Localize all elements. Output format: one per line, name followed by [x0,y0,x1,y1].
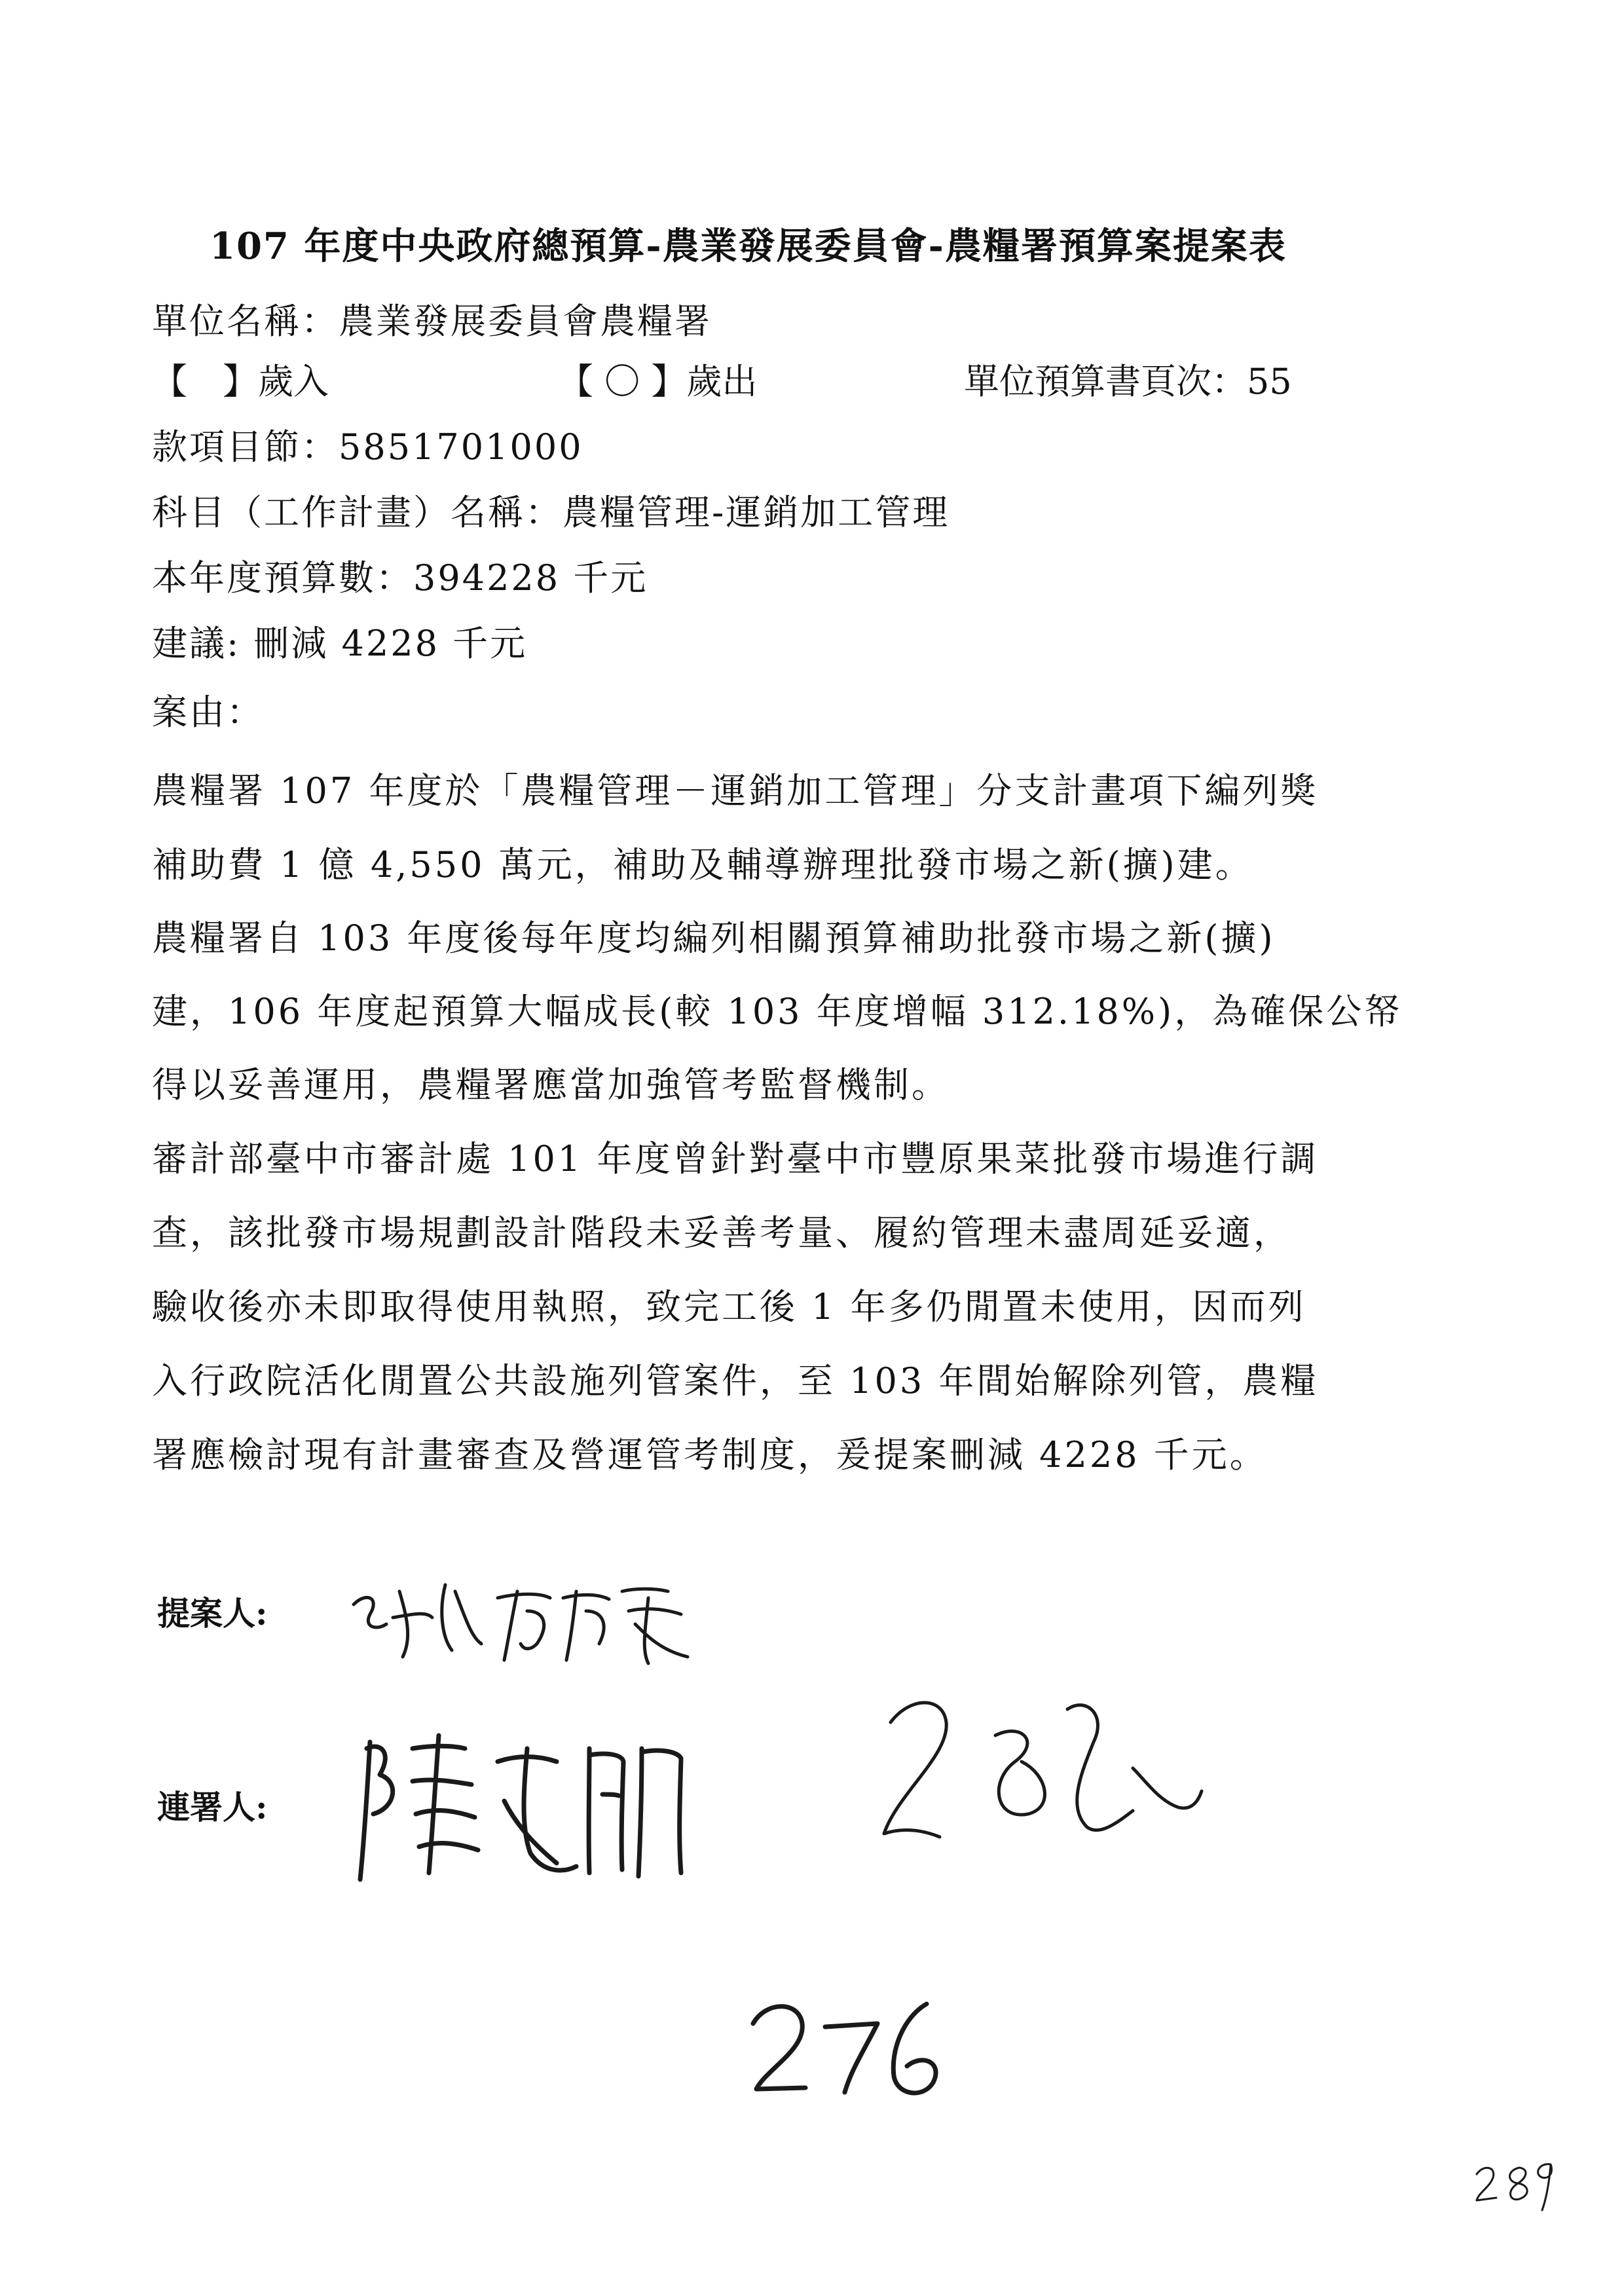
page-reference: 單位預算書頁次：55 [964,361,1292,402]
body-line: 入行政院活化閒置公共設施列管案件，至 103 年間始解除列管，農糧 [152,1360,1319,1401]
body-line: 建，106 年度起預算大幅成長(較 103 年度增幅 312.18%)，為確保公帑 [152,991,1403,1032]
cosigner-signature-2 [871,1683,1211,1879]
item-code-line: 款項目節：5851701000 [152,426,583,468]
cosigner-label: 連署人: [157,1788,268,1826]
body-line: 驗收後亦未即取得使用執照，致完工後 1 年多仍閒置未使用，因而列 [152,1286,1306,1327]
body-line: 得以妥善運用，農糧署應當加強管考監督機制。 [152,1064,950,1105]
body-line: 補助費 1 億 4,550 萬元，補助及輔導辦理批發市場之新(擴)建。 [152,844,1253,885]
body-line: 署應檢討現有計畫審查及營運管考制度，爰提案刪減 4228 千元。 [152,1434,1268,1475]
budget-amount-line: 本年度預算數：394228 千元 [152,557,648,599]
document-title: 107 年度中央政府總預算-農業發展委員會-農糧署預算案提案表 [210,225,1287,268]
expense-flag: 【 〇 】歲出 [558,361,758,402]
body-line: 查，該批發市場規劃設計階段未妥善考量、履約管理未盡周延妥適， [152,1212,1291,1253]
body-line: 農糧署自 103 年度後每年度均編列相關預算補助批發市場之新(擴) [152,917,1276,959]
proposer-label: 提案人: [157,1594,268,1633]
suggestion-line: 建議: 刪減 4228 千元 [152,623,528,664]
handwritten-page-number [747,1991,956,2109]
subject-line: 科目（工作計畫）名稱：農糧管理-運銷加工管理 [152,492,950,533]
body-line: 審計部臺中市審計處 101 年度曾針對臺中市豐原果菜批發市場進行調 [152,1138,1319,1179]
body-line: 農糧署 107 年度於「農糧管理－運銷加工管理」分支計畫項下編列獎 [152,770,1319,811]
unit-name-line: 單位名稱：農業發展委員會農糧署 [152,301,712,342]
handwritten-corner-number [1473,2155,1559,2213]
budget-type-row [152,354,1396,402]
cosigner-signature-1 [341,1722,707,1893]
reason-label: 案由： [152,692,264,733]
proposer-signature [341,1552,707,1683]
revenue-flag: 【 】歲入 [152,361,329,402]
